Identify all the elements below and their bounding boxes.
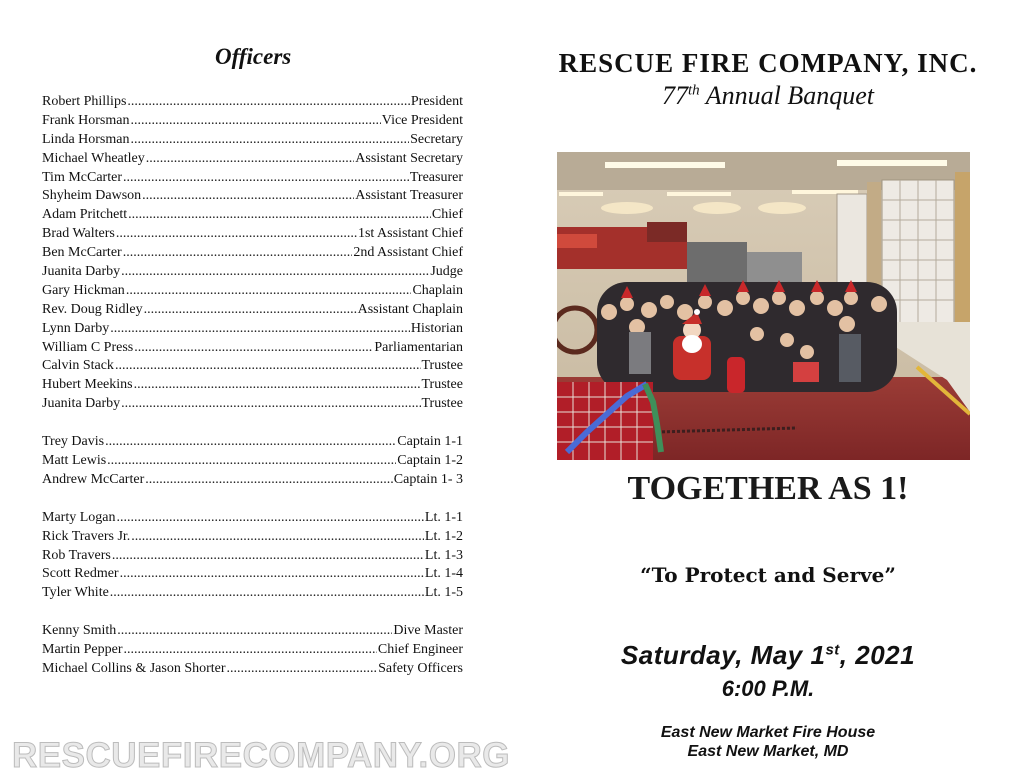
officer-name: Kenny Smith <box>42 623 117 639</box>
officers-heading: Officers <box>215 44 292 69</box>
officers-roster <box>42 93 463 679</box>
officer-row <box>42 93 463 112</box>
date-main: Saturday, May 1 <box>620 640 826 670</box>
dot-leader <box>121 263 429 282</box>
officer-title: Trustee <box>421 396 463 412</box>
dot-leader <box>145 471 393 490</box>
banquet-suffix: th <box>688 82 700 99</box>
officer-name: Hubert Meekins <box>42 377 133 393</box>
officer-row <box>42 282 463 301</box>
officer-row <box>42 357 463 376</box>
officer-row <box>42 339 463 358</box>
officer-name: Andrew McCarter <box>42 471 145 487</box>
officer-title: Lt. 1-1 <box>424 509 463 525</box>
officer-row <box>42 376 463 395</box>
right-panel <box>512 0 1024 783</box>
officer-name: Scott Redmer <box>42 566 119 582</box>
officer-title: Trustee <box>421 358 463 374</box>
officer-row <box>42 131 463 150</box>
officer-row <box>42 565 463 584</box>
venue-name: East New Market Fire House <box>660 724 876 741</box>
officer-title: Assistant Treasurer <box>355 188 463 204</box>
officer-name: Marty Logan <box>42 509 116 525</box>
dot-leader <box>121 395 420 414</box>
officer-name: Juanita Darby <box>42 396 121 412</box>
dot-leader <box>123 169 409 188</box>
dot-leader <box>123 244 353 263</box>
officer-name: Rob Travers <box>42 547 111 563</box>
officer-title: Assistant Secretary <box>355 150 463 166</box>
website-watermark: RESCUEFIRECOMPANY.ORG <box>12 736 510 775</box>
officer-title: Parliamentarian <box>374 339 463 355</box>
officer-row <box>42 206 463 225</box>
officer-row <box>42 263 463 282</box>
banquet-title <box>512 81 1024 111</box>
officer-row <box>42 320 463 339</box>
officer-row <box>42 471 463 490</box>
officer-name: Gary Hickman <box>42 282 125 298</box>
event-venue <box>512 723 1024 761</box>
dot-leader <box>227 660 378 679</box>
officer-name: Trey Davis <box>42 434 105 450</box>
officer-name: Frank Horsman <box>42 112 130 128</box>
officer-title: Lt. 1-5 <box>424 585 463 601</box>
dot-leader <box>128 206 431 225</box>
dot-leader <box>107 452 396 471</box>
officer-name: Tyler White <box>42 585 109 601</box>
dot-leader <box>117 622 392 641</box>
venue-location: East New Market, MD <box>687 743 849 760</box>
dot-leader <box>105 433 396 452</box>
group-photo <box>557 152 970 460</box>
officer-name: Robert Phillips <box>42 94 127 109</box>
officer-title: Captain 1-2 <box>397 453 463 469</box>
officer-name: Matt Lewis <box>42 453 107 469</box>
officer-group <box>42 93 463 414</box>
officer-row <box>42 584 463 603</box>
dot-leader <box>126 282 412 301</box>
dot-leader <box>131 528 424 547</box>
dot-leader <box>110 320 410 339</box>
dot-leader <box>130 131 409 150</box>
dot-leader <box>112 547 424 566</box>
dot-leader <box>146 150 355 169</box>
officer-row <box>42 112 463 131</box>
officer-row <box>42 225 463 244</box>
officer-title: Trustee <box>421 377 463 393</box>
dot-leader <box>110 584 424 603</box>
officer-title: Safety Officers <box>378 661 463 677</box>
officer-name: Rev. Doug Ridley <box>42 301 143 317</box>
officer-title: Chief Engineer <box>377 642 463 658</box>
officer-name: Linda Horsman <box>42 131 130 147</box>
officer-title: Captain 1- 3 <box>393 471 463 487</box>
officer-name: Lynn Darby <box>42 320 110 336</box>
officer-row <box>42 150 463 169</box>
officer-name: William C Press <box>42 339 134 355</box>
officer-title: Assistant Chaplain <box>357 301 463 317</box>
dot-leader <box>116 509 423 528</box>
officer-row <box>42 187 463 206</box>
officer-group <box>42 622 463 679</box>
officer-row <box>42 547 463 566</box>
officer-name: Adam Pritchett <box>42 207 128 223</box>
officer-name: Martin Pepper <box>42 642 123 658</box>
dot-leader <box>116 225 357 244</box>
dot-leader <box>142 187 354 206</box>
officer-title: 1st Assistant Chief <box>357 226 463 242</box>
motto: “To Protect and Serve” <box>640 563 896 587</box>
officer-title: Secretary <box>410 131 463 147</box>
officer-name: Shyheim Dawson <box>42 188 142 204</box>
officer-title: Treasurer <box>409 169 463 185</box>
banquet-text: Annual Banquet <box>699 81 874 110</box>
officer-name: Juanita Darby <box>42 264 121 280</box>
officer-title: Historian <box>410 320 463 336</box>
event-time: 6:00 P.M. <box>721 676 815 701</box>
dot-leader <box>115 357 421 376</box>
dot-leader <box>134 339 373 358</box>
officer-row <box>42 244 463 263</box>
officer-title: Dive Master <box>393 623 463 639</box>
officer-row <box>42 301 463 320</box>
banquet-number: 77 <box>662 81 689 110</box>
officer-row <box>42 509 463 528</box>
officer-name: Calvin Stack <box>42 358 114 374</box>
company-name: RESCUE FIRE COMPANY, INC. <box>558 48 978 78</box>
officer-group <box>42 433 463 490</box>
dot-leader <box>123 641 376 660</box>
dot-leader <box>131 112 381 131</box>
slogan: TOGETHER AS 1! <box>627 470 909 507</box>
officer-row <box>42 622 463 641</box>
officer-title: Vice President <box>381 112 463 128</box>
officer-row <box>42 433 463 452</box>
officer-name: Michael Wheatley <box>42 150 145 166</box>
officer-name: Rick Travers Jr. <box>42 528 131 544</box>
officer-title: Chief <box>431 207 463 223</box>
event-date <box>512 640 1024 671</box>
officer-name: Brad Walters <box>42 226 115 242</box>
officer-name: Ben McCarter <box>42 245 122 261</box>
officer-title: President <box>410 94 463 109</box>
officer-name: Michael Collins & Jason Shorter <box>42 661 226 677</box>
officer-row <box>42 528 463 547</box>
officer-row <box>42 452 463 471</box>
officer-title: Judge <box>430 264 463 280</box>
fire-house-group-photo <box>557 152 970 460</box>
officer-title: Lt. 1-4 <box>424 566 463 582</box>
officer-group <box>42 509 463 603</box>
dot-leader <box>120 565 424 584</box>
officer-row <box>42 660 463 679</box>
date-year: , 2021 <box>839 640 916 670</box>
officer-row <box>42 169 463 188</box>
officer-title: Lt. 1-2 <box>424 528 463 544</box>
officer-row <box>42 395 463 414</box>
dot-leader <box>144 301 357 320</box>
officer-title: Lt. 1-3 <box>424 547 463 563</box>
officer-row <box>42 641 463 660</box>
date-suffix: st <box>825 641 840 659</box>
officer-title: Captain 1-1 <box>397 434 463 450</box>
officer-title: 2nd Assistant Chief <box>353 245 463 261</box>
officer-title: Chaplain <box>412 282 463 298</box>
dot-leader <box>127 93 409 112</box>
officer-name: Tim McCarter <box>42 169 122 185</box>
dot-leader <box>134 376 421 395</box>
